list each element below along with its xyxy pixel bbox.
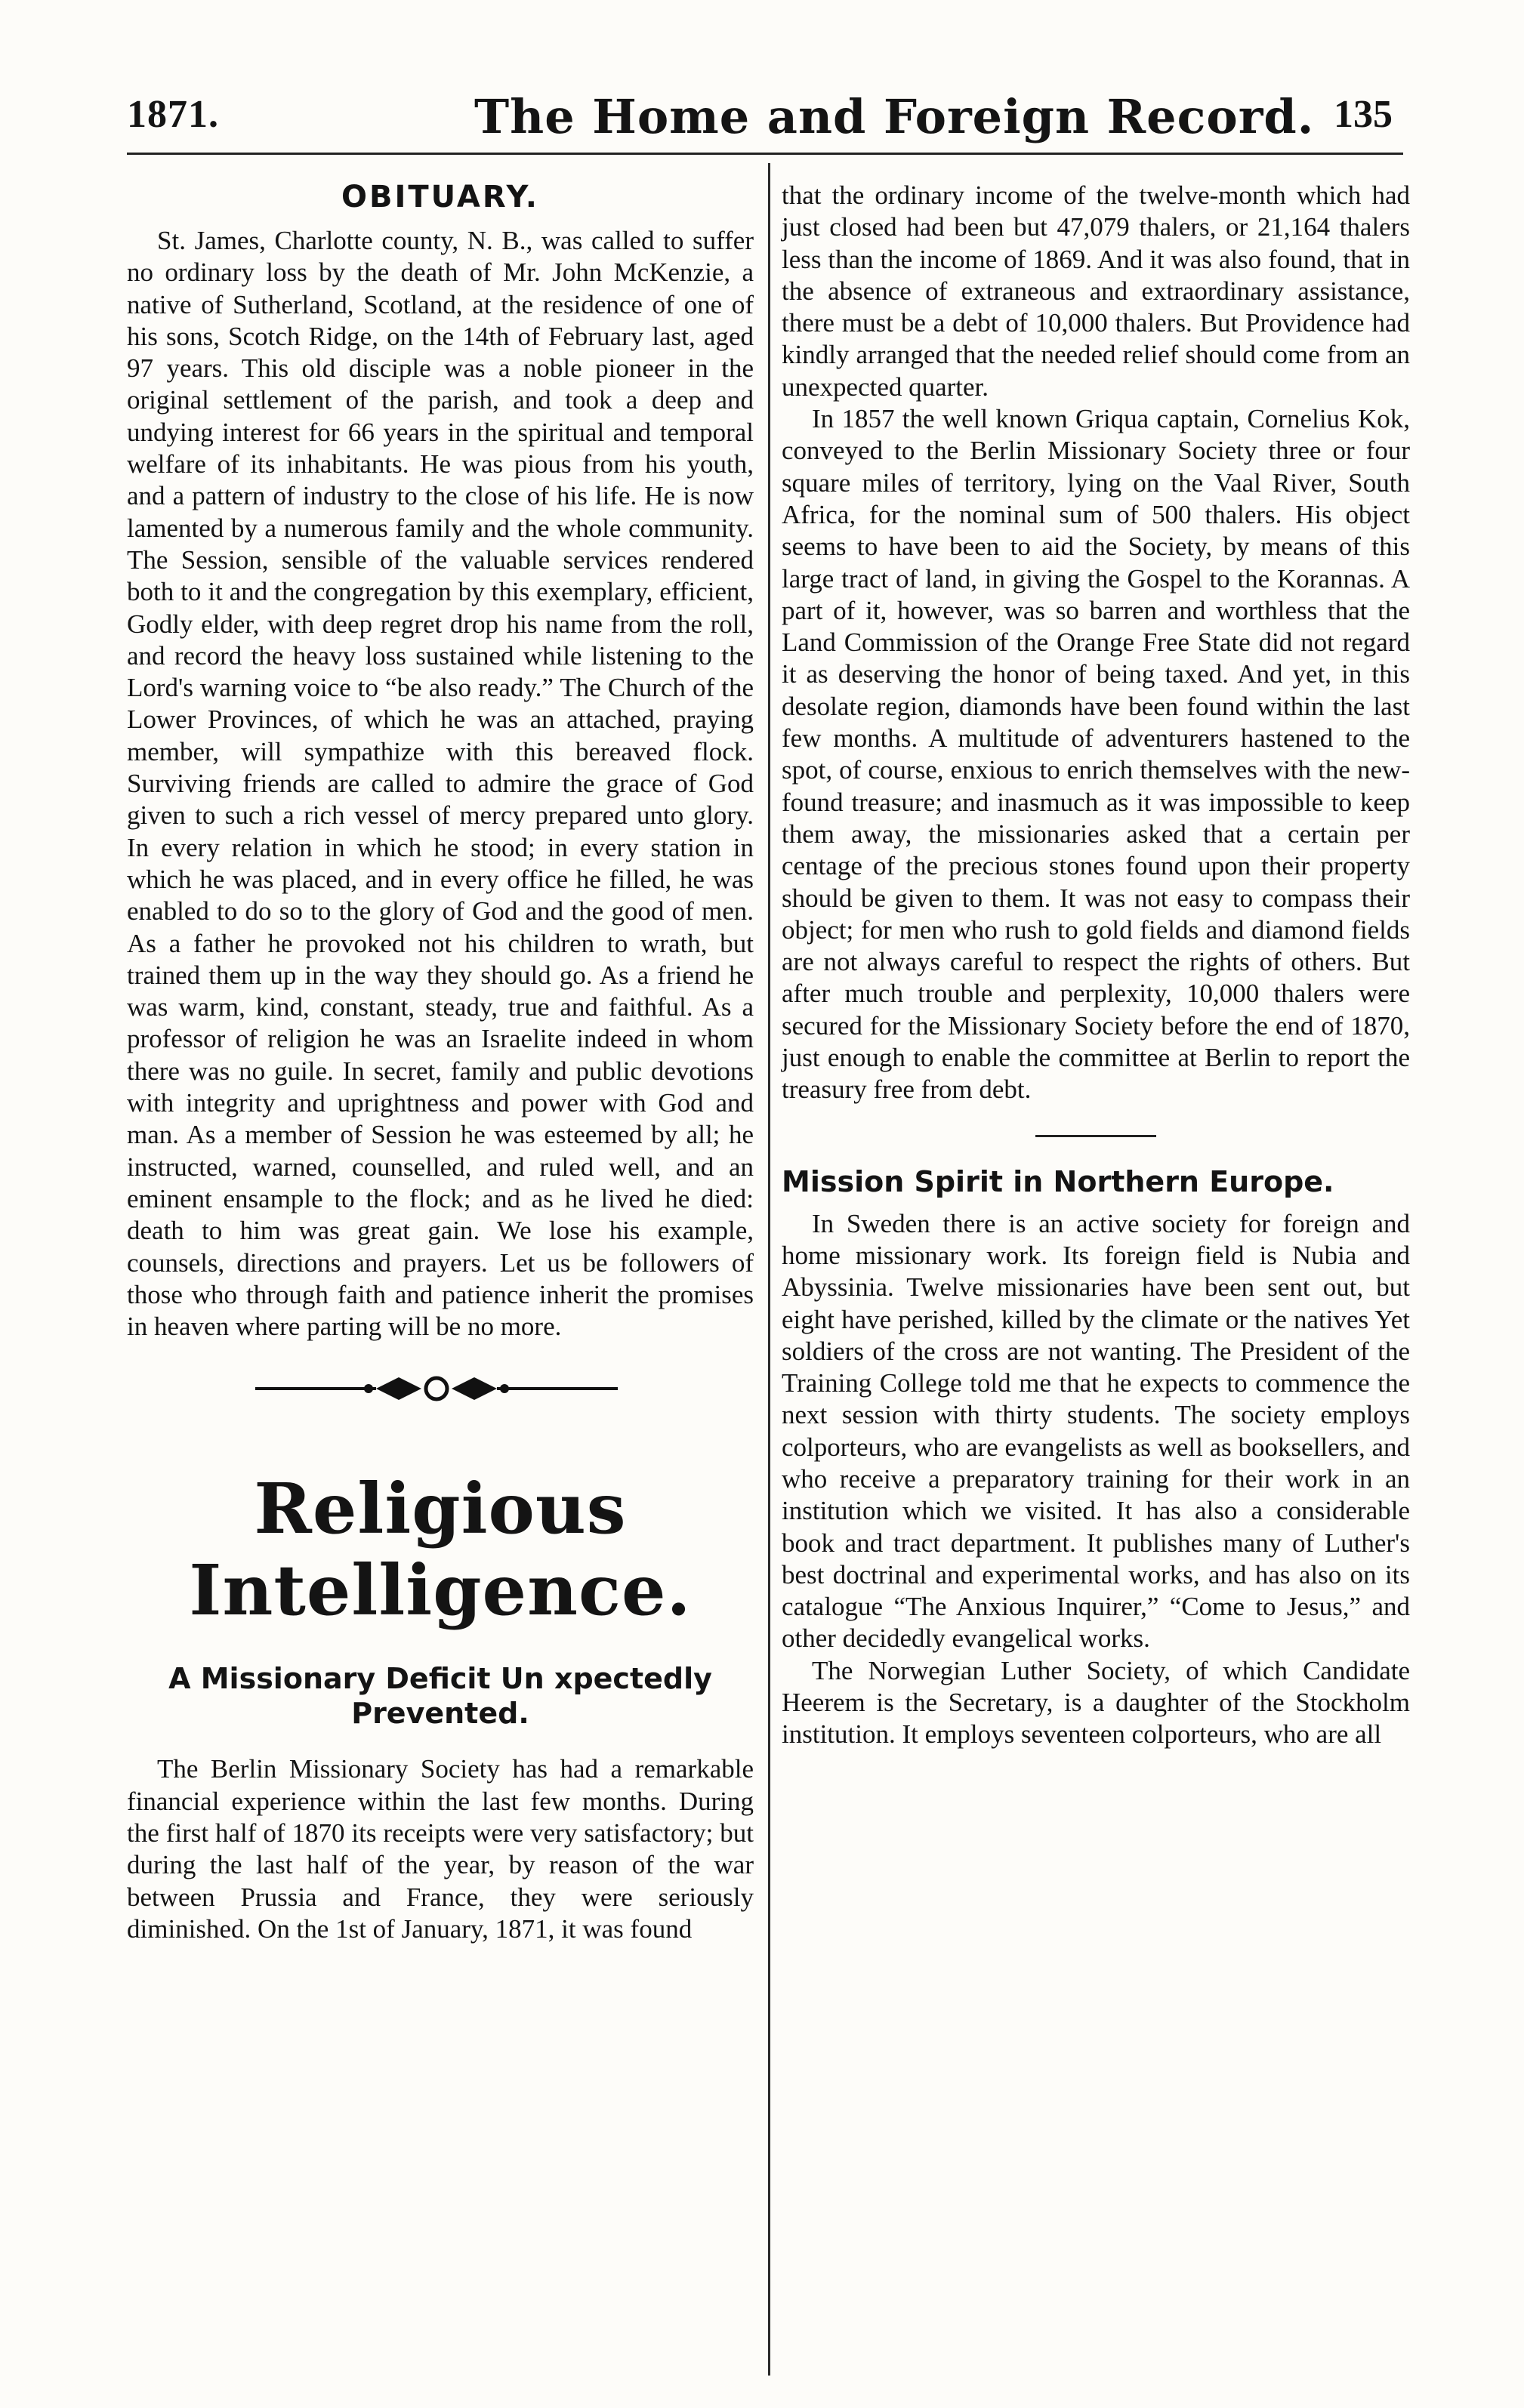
mission-heading: Mission Spirit in Northern Europe.	[782, 1164, 1334, 1198]
header-year: 1871.	[127, 93, 219, 136]
article-heading: A Missionary Deficit Un xpectedly Prevented.	[168, 1662, 712, 1731]
section-heading: Religious Intelligence.	[189, 1468, 692, 1632]
continued-text: that the ordinary income of the twelve-month which had just closed had been but 47,079 thalers, or 21,164 thalers less than the income of 1869. And it was also found, that in the absence of extraneous and extraordinary assistance, there must be a debt of 10,000 thalers. But Providence had kindly arranged that the needed relief should come from an unexpected quarter.	[782, 180, 1410, 402]
right-column	[782, 180, 1410, 1751]
article-text: The Berlin Missionary Society has had a remarkable financial experience within the last few months. During the first half of 1870 its receipts were very satisfactory; but during the last half of the year, by reason of the war between Prussia and France, they were seriously diminished. On the 1st of January, 1871, it was found	[127, 1754, 754, 1944]
sweden-paragraph: In Sweden there is an active society for foreign and home missionary work. Its foreign field is Nubia and Abyssinia. Twelve missionaries have been sent out, but eight have perished, killed by the climate or the natives Yet soldiers of the cross are not wanting. The President of the Training College told me that he expects to commence the next session with thirty students. The society employs colporteurs, who are evangelists as well as booksellers, and who receive a preparatory training for their work in an institution which we visited. It has also a considerable book and tract department. It publishes many of Luther's best doctrinal and experimental works, and has also on its catalogue “The Anxious Inquirer,” “Come to Jesus,” and other decidedly evangelical works.	[782, 1208, 1410, 1654]
publication-title: The Home and Foreign Record.	[474, 89, 1315, 144]
section-rule	[1035, 1135, 1156, 1137]
page-number: 135	[1334, 93, 1393, 136]
ornament-icon	[248, 1370, 625, 1407]
kok-paragraph: In 1857 the well known Griqua captain, Cornelius Kok, conveyed to the Berlin Missionary Society three or four square miles of territory, lying on the Vaal River, South Africa, for the nominal sum of 500 thalers. His object seems to have been to aid the Society, by means of this large tract of land, in giving the Gospel to the Korannas. A part of it, however, was so barren and worthless that the Land Commission of the Orange Free State did not regard it as deserving the honor of being taxed. And yet, in this desolate region, diamonds have been found within the last few months. A multitude of adventurers hastened to the spot, of course, enxious to enrich themselves with the new-found treasure; and inasmuch as it was impossible to keep them away, the missionaries asked that a certain per centage of the precious stones found upon their property should be given to them. It was not easy to compass their object; for men who rush to gold fields and diamond fields are not always careful to respect the rights of others. But after much trouble and perplexity, 10,000 thalers were secured for the Missionary Society before the end of 1870, just enough to enable the committee at Berlin to report the treasury free from debt.	[782, 404, 1410, 1105]
page-header	[127, 89, 1403, 160]
ornament-divider	[127, 1370, 754, 1415]
left-column	[127, 180, 754, 1945]
norway-paragraph: The Norwegian Luther Society, of which Candidate Heerem is the Secretary, is a daughter of the Stockholm institution. It employs seventeen colporteurs, who are all	[782, 1655, 1410, 1750]
header-rule	[127, 153, 1403, 155]
column-divider	[768, 163, 770, 2376]
obituary-heading: OBITUARY.	[341, 180, 540, 214]
obituary-text: St. James, Charlotte county, N. B., was called to suffer no ordinary loss by the death of Mr. John McKenzie, a native of Sutherland, Scotland, at the residence of one of his sons, Scotch Ridge, on the 14th of February last, aged 97 years. This old disciple was a noble pioneer in the original settlement of the parish, and took a deep and undying interest for 66 years in the spiritual and temporal welfare of its inhabitants. He was pious from his youth, and a pattern of industry to the close of his life. He is now lamented by a numerous family and the whole community. The Session, sensible of the valuable services rendered both to it and the congregation by this exemplary, efficient, Godly elder, with deep regret drop his name from the roll, and record the heavy loss sustained while listening to the Lord's warning voice to “be also ready.” The Church of the Lower Provinces, of which he was an attached, praying member, will sympathize with this bereaved flock. Surviving friends are called to admire the grace of God given to such a rich vessel of mercy prepared unto glory. In every relation in which he stood; in every station in which he was placed, and in every office he filled, he was enabled to do so to the glory of God and the good of men. As a father he provoked not his children to wrath, but trained them up in the way they should go. As a friend he was warm, kind, constant, steady, true and faithful. As a professor of religion he was an Israelite indeed in whom there was no guile. In secret, family and public devotions with integrity and uprightness and power with God and man. As a member of Session he was esteemed by all; he instructed, warned, counselled, and ruled well, and an eminent ensample to the flock; and as he lived he died: death to him was great gain. We lose his example, counsels, directions and prayers. Let us be followers of those who through faith and patience inherit the promises in heaven where parting will be no more.	[127, 226, 754, 1342]
